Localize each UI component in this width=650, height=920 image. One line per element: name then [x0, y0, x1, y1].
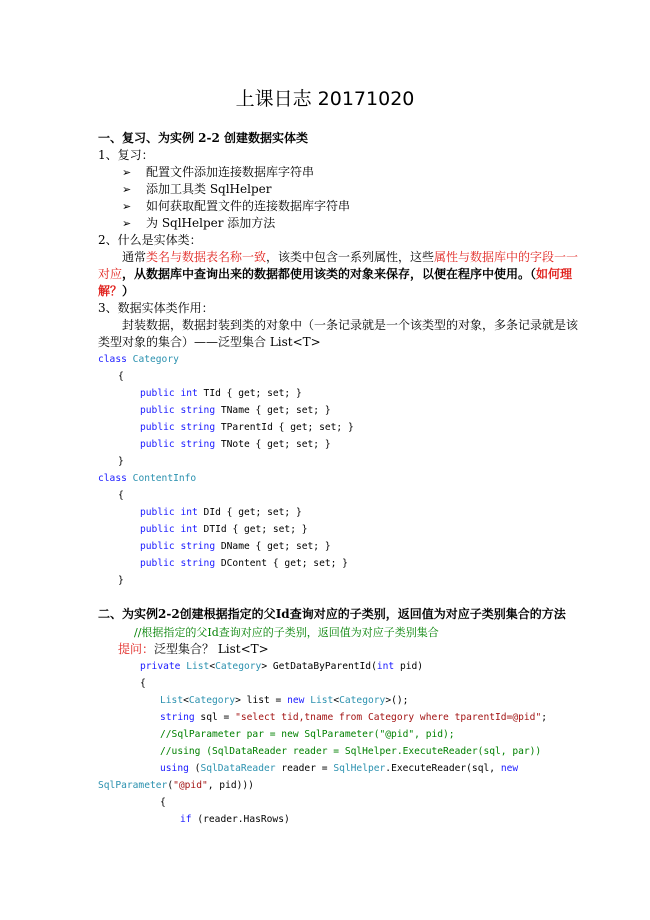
keyword: string	[180, 405, 216, 416]
type-name: ContentInfo	[132, 473, 197, 484]
type-name: Category	[215, 661, 262, 672]
p2-line-1	[122, 249, 578, 266]
bold-text: ）	[122, 284, 135, 298]
text: 通常	[122, 250, 147, 264]
p3-line-2: 类型对象的集合）——泛型集合 List<T>	[98, 335, 321, 349]
keyword: private	[140, 661, 181, 672]
property-name: DContent	[220, 558, 268, 569]
code-line: }	[118, 456, 124, 467]
keyword: new	[287, 695, 305, 706]
symbol: (	[194, 763, 201, 774]
accessor: { get; set; }	[232, 524, 308, 535]
keyword: public	[140, 439, 175, 450]
accessor: { get; set; }	[226, 388, 302, 399]
text: 查询对应的子类别，返回值为对应子类别集合的方法	[289, 607, 566, 621]
type-name: List	[310, 695, 334, 706]
code-line: {	[118, 371, 124, 382]
keyword: public	[140, 524, 175, 535]
type-name: SqlHelper	[333, 763, 386, 774]
section2-comment: //根据指定的父Id查询对应的子类别，返回值为对应子类别集合	[134, 626, 439, 639]
code-line	[160, 760, 518, 777]
string-literal: "@pid"	[173, 780, 208, 791]
keyword: if	[180, 814, 192, 825]
highlight-bold-text: 如何理	[536, 267, 573, 281]
text: ();	[391, 695, 409, 706]
arrow-bullet-icon: ➢	[122, 217, 132, 230]
property-name: TNote	[220, 439, 250, 450]
type-name: List	[160, 695, 184, 706]
section1-heading: 一、复习、为实例 2-2 创建数据实体类	[98, 131, 309, 145]
code-line	[98, 470, 196, 487]
symbol: >	[261, 661, 268, 672]
code-line	[140, 419, 354, 436]
text: ，该类中包含一系列属性，这些	[266, 250, 435, 264]
p2-line-2	[98, 266, 572, 283]
accessor: { get; set; }	[255, 439, 331, 450]
code-line	[180, 811, 290, 828]
code-line	[160, 692, 408, 709]
code-line	[140, 385, 302, 402]
code-line: {	[118, 490, 124, 501]
code-line: {	[160, 797, 166, 808]
text: list =	[240, 695, 288, 706]
keyword: class	[98, 473, 127, 484]
keyword: int	[180, 388, 198, 399]
code-line: {	[140, 678, 146, 689]
keyword: new	[500, 763, 519, 774]
keyword: public	[140, 507, 175, 518]
review-item	[122, 198, 350, 215]
keyword: public	[140, 405, 175, 416]
question-text: 泛型集合？ List<T>	[154, 642, 269, 656]
keyword: public	[140, 388, 175, 399]
arrow-bullet-icon: ➢	[122, 166, 132, 179]
symbol: (	[167, 780, 174, 791]
review-item	[122, 164, 314, 181]
highlight-text: 类名与数据表名称一致	[146, 250, 267, 264]
p3-line-1: 封装数据，数据封装到类的对象中（一条记录就是一个该类型的对象，多条记录就是该	[122, 318, 579, 332]
symbol: <	[209, 661, 216, 672]
text: sql =	[194, 712, 236, 723]
q2-label: 2、什么是实体类：	[98, 233, 202, 247]
property-name: TParentId	[220, 422, 273, 433]
accessor: { get; set; }	[255, 405, 331, 416]
code-line	[140, 521, 308, 538]
highlight-text: 属性与数据库中的字段一一	[434, 250, 579, 264]
code-line	[140, 402, 331, 419]
property-name: DTId	[203, 524, 227, 535]
review-label: 1、复习：	[98, 148, 154, 162]
code-line	[160, 709, 547, 726]
keyword: string	[180, 439, 216, 450]
code-line	[140, 658, 423, 675]
code-line	[140, 436, 331, 453]
type-name: SqlParameter	[98, 780, 168, 791]
review-item-text: 为 SqlHelper 添加方法	[146, 216, 276, 230]
symbol: <	[183, 695, 189, 706]
string-literal: "select tid,tname from Category where tparentId=@pid"	[235, 712, 542, 723]
type-name: SqlDataReader	[200, 763, 276, 774]
method-name: GetDataByParentId(	[267, 661, 377, 672]
keyword: public	[140, 422, 175, 433]
text: ;	[541, 712, 547, 723]
text: , pid)))	[207, 780, 254, 791]
text: 二、为实例2-2创建根据指定的父	[98, 607, 276, 621]
property-name: DName	[220, 541, 250, 552]
code-comment: //SqlParameter par = new SqlParameter("@pid", pid);	[160, 729, 455, 740]
symbol: <	[333, 695, 340, 706]
accessor: { get; set; }	[226, 507, 302, 518]
review-item	[122, 181, 271, 198]
property-name: TId	[203, 388, 221, 399]
page-title: 上课日志 20171020	[235, 88, 415, 110]
keyword: int	[180, 507, 198, 518]
question-label: 提问：	[118, 642, 155, 656]
code-comment: //using (SqlDataReader reader = SqlHelper.ExecuteReader(sql, par))	[160, 746, 542, 757]
keyword: string	[180, 422, 216, 433]
keyword: class	[98, 354, 127, 365]
text: (reader.HasRows)	[191, 814, 290, 825]
bold-text: ，从数据库中查询出来的数据都使用该类的对象来保存，以便在程序中使用。（	[122, 267, 537, 281]
symbol: >	[235, 695, 241, 706]
keyword: int	[180, 524, 198, 535]
accessor: { get; set; }	[255, 541, 331, 552]
type-name: Category	[132, 354, 179, 365]
review-item	[122, 215, 275, 232]
section2-heading	[98, 606, 566, 623]
p2-line-3	[98, 283, 134, 300]
type-name: Category	[339, 695, 386, 706]
text: reader =	[275, 763, 334, 774]
code-line	[140, 555, 348, 572]
keyword: public	[140, 558, 175, 569]
keyword: string	[180, 541, 216, 552]
text: .ExecuteReader(sql,	[385, 763, 501, 774]
arrow-bullet-icon: ➢	[122, 183, 132, 196]
keyword: int	[376, 661, 395, 672]
property-name: TName	[220, 405, 250, 416]
accessor: { get; set; }	[272, 558, 348, 569]
review-item-text: 配置文件添加连接数据库字符串	[146, 165, 315, 179]
property-name: DId	[203, 507, 221, 518]
keyword: string	[160, 712, 195, 723]
keyword: public	[140, 541, 175, 552]
arrow-bullet-icon: ➢	[122, 200, 132, 213]
param: pid)	[394, 661, 424, 672]
highlight-text: 对应	[98, 267, 123, 281]
symbol: >	[385, 695, 392, 706]
type-name: List	[186, 661, 210, 672]
highlight-bold-text: 解？	[98, 284, 123, 298]
code-line	[98, 351, 179, 368]
text: Id	[275, 607, 290, 621]
type-name: Category	[188, 695, 236, 706]
question-line	[118, 641, 269, 658]
code-line: }	[118, 575, 124, 586]
code-line	[140, 538, 331, 555]
review-item-text: 添加工具类 SqlHelper	[146, 182, 272, 196]
code-line	[98, 777, 254, 794]
keyword: using	[160, 763, 189, 774]
accessor: { get; set; }	[278, 422, 354, 433]
q3-label: 3、数据实体类作用：	[98, 301, 214, 315]
code-line	[140, 504, 302, 521]
keyword: string	[180, 558, 216, 569]
review-item-text: 如何获取配置文件的连接数据库字符串	[146, 199, 351, 213]
